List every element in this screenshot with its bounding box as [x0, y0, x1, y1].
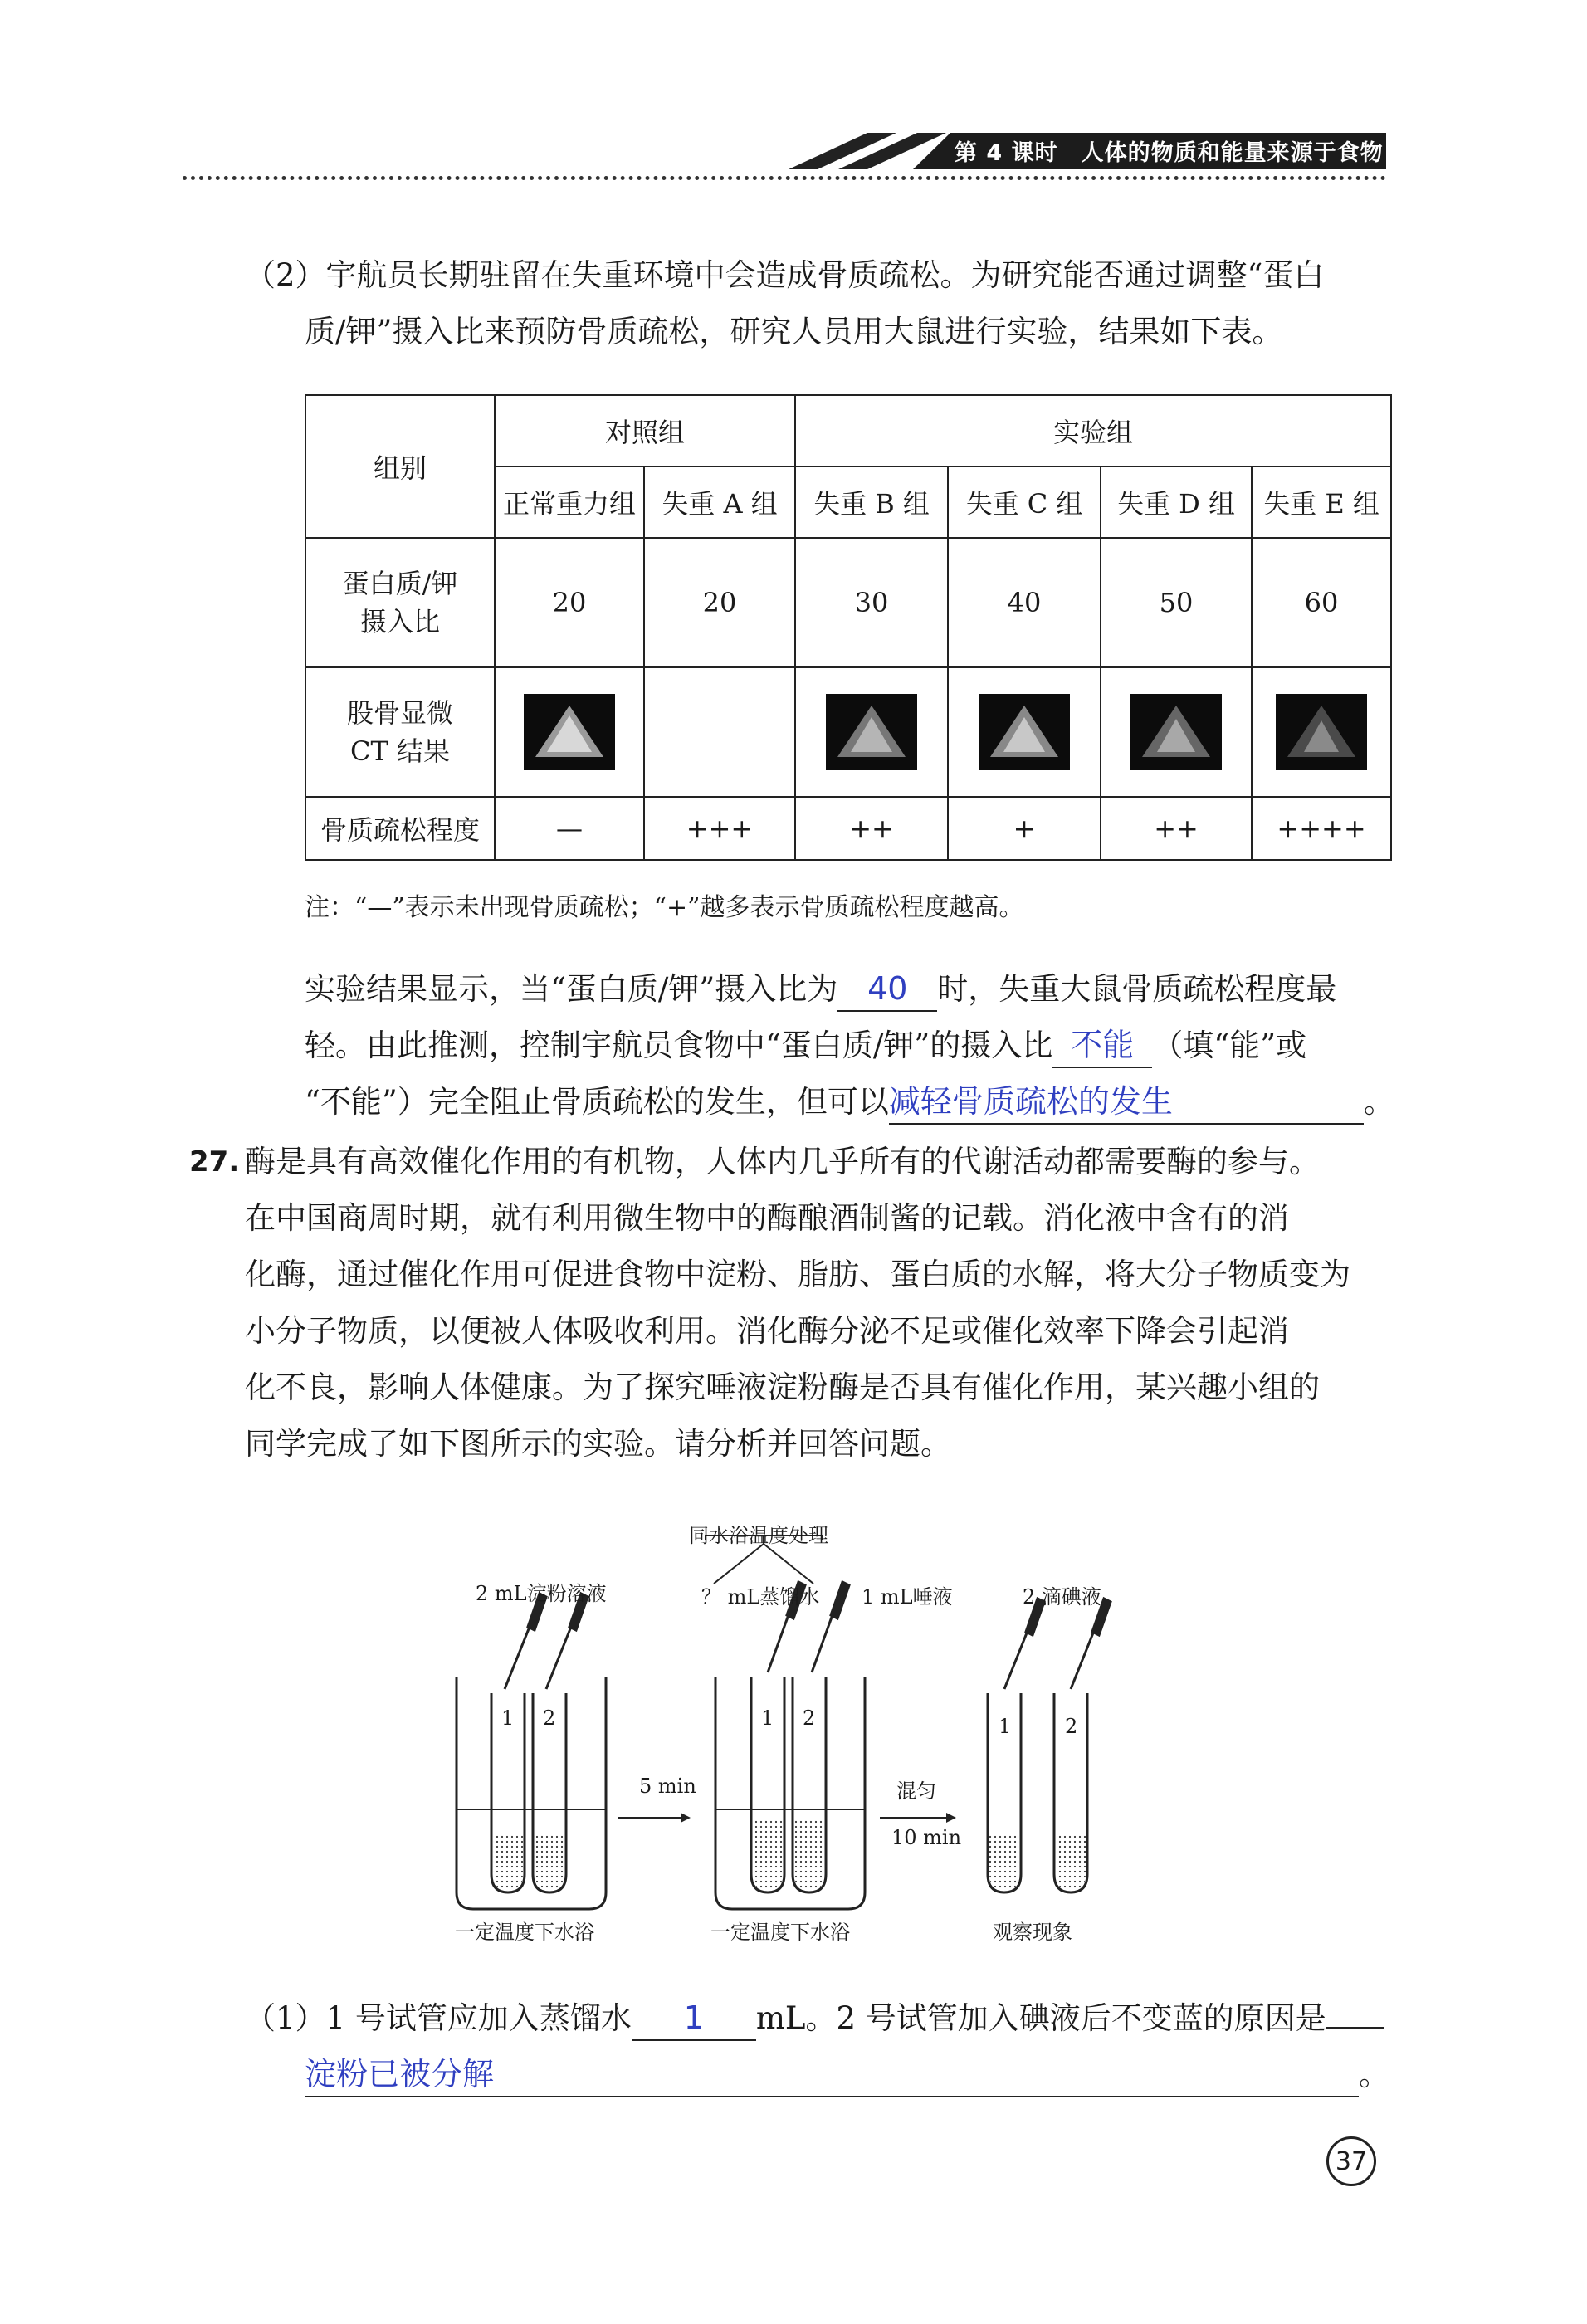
experimental-group-header: 实验组 [795, 395, 1391, 466]
ct-cell [644, 667, 795, 797]
label-tube: 1 [761, 1706, 774, 1730]
beaker-2 [715, 1677, 865, 1909]
beaker-1 [457, 1677, 606, 1909]
page-number: 37 [1326, 2136, 1376, 2186]
question-27-line: 酶是具有高效催化作用的有机物，人体内几乎所有的代谢活动都需要酶的参与。 [245, 1144, 1320, 1179]
answer-can: 不能 [1071, 1027, 1135, 1063]
label-tube: 2 [1065, 1715, 1078, 1738]
severity-cell: ++ [795, 797, 948, 860]
ct-cell [1252, 667, 1391, 797]
conclusion-text: 实验结果显示，当“蛋白质/钾”摄入比为 [305, 971, 838, 1007]
answer-blank-reason[interactable] [305, 2053, 1359, 2097]
label-tube: 1 [501, 1706, 515, 1730]
ratio-cell: 20 [644, 538, 795, 667]
label-tube: 2 [803, 1706, 816, 1730]
answer-blank-can[interactable] [1052, 1024, 1152, 1068]
ratio-cell: 30 [795, 538, 948, 667]
subquestion-text: （1）1 号试管应加入蒸馏水 [245, 2000, 632, 2036]
label-saliva: 1 mL唾液 [862, 1585, 953, 1609]
dropper [546, 1594, 588, 1689]
ct-row-label [305, 667, 495, 797]
conclusion-line-2 [305, 1018, 1306, 1074]
group-header: 失重 A 组 [644, 466, 795, 538]
ratio-label-line-2: 摄入比 [359, 606, 440, 637]
question-27-line: 化酶，通过催化作用可促进食物中淀粉、脂肪、蛋白质的水解，将大分子物质变为 [245, 1257, 1350, 1292]
question-27-line: 在中国商周时期，就有利用微生物中的酶酿酒制酱的记载。消化液中含有的消 [245, 1200, 1289, 1236]
answer-water-ml: 1 [683, 1999, 704, 2036]
ratio-cell: 60 [1252, 538, 1391, 667]
experiment-table [305, 394, 1392, 861]
conclusion-line-1 [305, 961, 1336, 1018]
label-bath-2: 一定温度下水浴 [710, 1921, 850, 1944]
header-dotted-rule [183, 176, 1386, 180]
question-27-line: 同学完成了如下图所示的实验。请分析并回答问题。 [245, 1426, 951, 1462]
label-iodine: 2 滴碘液 [1023, 1585, 1101, 1609]
subquestion-1-line-1 [245, 1990, 1384, 2047]
severity-cell: ++++ [1252, 797, 1391, 860]
experiment-diagram [415, 1511, 1162, 1942]
answer-blank-effect[interactable] [889, 1081, 1364, 1125]
femur-ct-image [979, 694, 1070, 770]
group-header: 失重 E 组 [1252, 466, 1391, 538]
question-27-line: 小分子物质，以便被人体吸收利用。消化酶分泌不足或催化效率下降会引起消 [245, 1313, 1289, 1349]
femur-ct-image [826, 694, 917, 770]
dropper [1071, 1599, 1111, 1689]
ct-cell [495, 667, 644, 797]
femur-ct-image [1130, 694, 1222, 770]
conclusion-line-3 [305, 1074, 1394, 1130]
subquestion-1-line-2 [305, 2047, 1389, 2103]
label-bath-1: 一定温度下水浴 [455, 1921, 594, 1944]
question-27-number: 27. [189, 1145, 240, 1179]
severity-cell: + [948, 797, 1101, 860]
ratio-label-line-1: 蛋白质/钾 [342, 568, 458, 599]
conclusion-text: 。 [1363, 1084, 1394, 1120]
table-note: 注：“—”表示未出现骨质疏松；“+”越多表示骨质疏松程度越高。 [305, 893, 1024, 922]
label-5min: 5 min [639, 1775, 696, 1798]
control-group-header: 对照组 [495, 395, 795, 466]
answer-blank-water[interactable] [632, 1997, 756, 2041]
label-observe: 观察现象 [993, 1921, 1072, 1944]
label-water: ？ mL蒸馏水 [701, 1585, 820, 1609]
label-10min: 10 min [891, 1826, 962, 1849]
group-header: 正常重力组 [495, 466, 644, 538]
ct-label-line-2: CT 结果 [349, 735, 450, 767]
dropper [1004, 1599, 1044, 1689]
question-27-line: 化不良，影响人体健康。为了探究唾液淀粉酶是否具有催化作用，某兴趣小组的 [245, 1370, 1320, 1405]
ratio-cell: 50 [1101, 538, 1252, 667]
answer-blank-ratio[interactable] [837, 968, 937, 1012]
femur-ct-image [524, 694, 615, 770]
label-starch: 2 mL淀粉溶液 [476, 1582, 607, 1605]
label-same-bath: 同水浴温度处理 [689, 1524, 828, 1547]
severity-cell: +++ [644, 797, 795, 860]
conclusion-text: 时，失重大鼠骨质疏松程度最 [937, 971, 1337, 1007]
label-tube: 2 [543, 1706, 556, 1730]
group-header: 失重 C 组 [948, 466, 1101, 538]
subquestion-text: 。 [1359, 2057, 1389, 2092]
severity-cell: — [495, 797, 644, 860]
femur-ct-image [1276, 694, 1367, 770]
group-header: 失重 D 组 [1101, 466, 1252, 538]
dropper [505, 1594, 546, 1689]
conclusion-text: （填“能”或 [1152, 1028, 1307, 1063]
ct-cell [1101, 667, 1252, 797]
intro-line-1: （2）宇航员长期驻留在失重环境中会造成骨质疏松。为研究能否通过调整“蛋白 [245, 257, 1325, 293]
subquestion-text: mL。2 号试管加入碘液后不变蓝的原因是 [755, 2000, 1326, 2036]
ct-cell [948, 667, 1101, 797]
ct-cell [795, 667, 948, 797]
answer-effect: 减轻骨质疏松的发生 [888, 1083, 1173, 1120]
label-mix: 混匀 [896, 1780, 936, 1803]
group-header: 失重 B 组 [795, 466, 948, 538]
severity-cell: ++ [1101, 797, 1252, 860]
ratio-cell: 20 [495, 538, 644, 667]
conclusion-text: “不能”）完全阻止骨质疏松的发生，但可以 [305, 1084, 889, 1120]
label-tube: 1 [999, 1715, 1012, 1738]
conclusion-text: 轻。由此推测，控制宇航员食物中“蛋白质/钾”的摄入比 [305, 1028, 1053, 1063]
ratio-cell: 40 [948, 538, 1101, 667]
answer-blank-tail [1326, 2027, 1384, 2029]
intro-line-2: 质/钾”摄入比来预防骨质疏松，研究人员用大鼠进行实验，结果如下表。 [305, 314, 1283, 349]
ratio-row-label [305, 538, 495, 667]
answer-reason: 淀粉已被分解 [305, 2056, 495, 2092]
table-corner: 组别 [305, 395, 495, 538]
header-title: 第 4 课时 人体的物质和能量来源于食物 [955, 140, 1384, 166]
severity-row-label: 骨质疏松程度 [305, 797, 495, 860]
ct-label-line-1: 股骨显微 [346, 697, 453, 729]
answer-ratio: 40 [867, 970, 908, 1007]
